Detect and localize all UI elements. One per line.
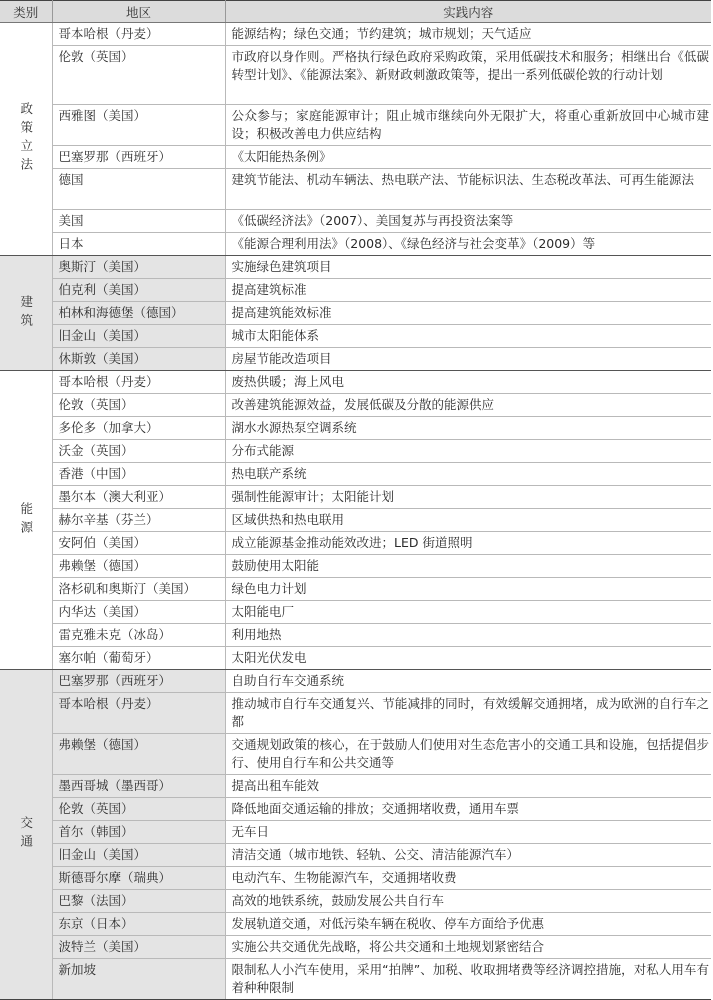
content-cell: 《能源合理利用法》（2008）、《绿色经济与社会变革》（2009）等 <box>225 233 711 256</box>
content-cell: 建筑节能法、机动车辆法、热电联产法、节能标识法、生态税改革法、可再生能源法 <box>225 169 711 210</box>
table-row <box>0 670 711 693</box>
content-cell: 太阳能电厂 <box>225 601 711 624</box>
region-cell: 旧金山（美国） <box>52 325 225 348</box>
table-row <box>0 279 711 302</box>
content-cell: 能源结构；绿色交通；节约建筑；城市规划；天气适应 <box>225 23 711 46</box>
category-cell-building: 建筑 <box>0 256 52 371</box>
table-row <box>0 348 711 371</box>
table-row <box>0 169 711 210</box>
region-cell: 伦敦（英国） <box>52 798 225 821</box>
table-row <box>0 210 711 233</box>
table-row <box>0 936 711 959</box>
table-row <box>0 890 711 913</box>
table-row <box>0 233 711 256</box>
region-cell: 波特兰（美国） <box>52 936 225 959</box>
category-cell-energy: 能源 <box>0 371 52 670</box>
table-row <box>0 867 711 890</box>
table-row <box>0 509 711 532</box>
region-cell: 香港（中国） <box>52 463 225 486</box>
table-row <box>0 844 711 867</box>
region-cell: 哥本哈根（丹麦） <box>52 23 225 46</box>
content-cell: 湖水水源热泵空调系统 <box>225 417 711 440</box>
content-cell: 成立能源基金推动能效改进；LED 街道照明 <box>225 532 711 555</box>
region-cell: 伦敦（英国） <box>52 394 225 417</box>
content-cell: 提高出租车能效 <box>225 775 711 798</box>
table-row <box>0 394 711 417</box>
region-cell: 奥斯汀（美国） <box>52 256 225 279</box>
table-row <box>0 821 711 844</box>
region-cell: 安阿伯（美国） <box>52 532 225 555</box>
table-row <box>0 486 711 509</box>
content-cell: 《低碳经济法》（2007）、美国复苏与再投资法案等 <box>225 210 711 233</box>
region-cell: 洛杉矶和奥斯汀（美国） <box>52 578 225 601</box>
region-cell: 弗赖堡（德国） <box>52 734 225 775</box>
region-cell: 多伦多（加拿大） <box>52 417 225 440</box>
table-row <box>0 46 711 105</box>
content-cell: 提高建筑能效标准 <box>225 302 711 325</box>
category-cell-policy: 政策立法 <box>0 23 52 256</box>
region-cell: 首尔（韩国） <box>52 821 225 844</box>
content-cell: 交通规划政策的核心，在于鼓励人们使用对生态危害小的交通工具和设施，包括提倡步行、使用自行车和公共交通等 <box>225 734 711 775</box>
content-cell: 利用地热 <box>225 624 711 647</box>
content-cell: 公众参与；家庭能源审计；阻止城市继续向外无限扩大，将重心重新放回中心城市建设；积极改善电力供应结构 <box>225 105 711 146</box>
table-row <box>0 555 711 578</box>
region-cell: 伦敦（英国） <box>52 46 225 105</box>
header-row <box>0 1 711 23</box>
region-cell: 西雅图（美国） <box>52 105 225 146</box>
table-row <box>0 23 711 46</box>
content-cell: 电动汽车、生物能源汽车，交通拥堵收费 <box>225 867 711 890</box>
table-row <box>0 734 711 775</box>
table-row <box>0 302 711 325</box>
region-cell: 赫尔辛基（芬兰） <box>52 509 225 532</box>
table-row <box>0 913 711 936</box>
header-category: 类别 <box>0 1 52 23</box>
table-row <box>0 693 711 734</box>
table-row <box>0 775 711 798</box>
region-cell: 哥本哈根（丹麦） <box>52 371 225 394</box>
region-cell: 墨西哥城（墨西哥） <box>52 775 225 798</box>
region-cell: 德国 <box>52 169 225 210</box>
content-cell: 降低地面交通运输的排放；交通拥堵收费，通用车票 <box>225 798 711 821</box>
region-cell: 哥本哈根（丹麦） <box>52 693 225 734</box>
region-cell: 巴黎（法国） <box>52 890 225 913</box>
table-row <box>0 959 711 1000</box>
table-row <box>0 105 711 146</box>
content-cell: 《太阳能热条例》 <box>225 146 711 169</box>
table-row <box>0 578 711 601</box>
table-row <box>0 532 711 555</box>
region-cell: 沃金（英国） <box>52 440 225 463</box>
table-row <box>0 146 711 169</box>
region-cell: 雷克雅未克（冰岛） <box>52 624 225 647</box>
table-row <box>0 624 711 647</box>
table-row <box>0 440 711 463</box>
table-row <box>0 417 711 440</box>
content-cell: 实施绿色建筑项目 <box>225 256 711 279</box>
header-content: 实践内容 <box>225 1 711 23</box>
content-cell: 城市太阳能体系 <box>225 325 711 348</box>
table-row <box>0 256 711 279</box>
region-cell: 内华达（美国） <box>52 601 225 624</box>
region-cell: 巴塞罗那（西班牙） <box>52 670 225 693</box>
content-cell: 热电联产系统 <box>225 463 711 486</box>
content-cell: 绿色电力计划 <box>225 578 711 601</box>
content-cell: 房屋节能改造项目 <box>225 348 711 371</box>
region-cell: 休斯敦（美国） <box>52 348 225 371</box>
region-cell: 柏林和海德堡（德国） <box>52 302 225 325</box>
table-row <box>0 371 711 394</box>
region-cell: 旧金山（美国） <box>52 844 225 867</box>
content-cell: 市政府以身作则。严格执行绿色政府采购政策，采用低碳技术和服务；相继出台《低碳转型计划》、《能源法案》、新财政刺激政策等，提出一系列低碳伦敦的行动计划 <box>225 46 711 105</box>
header-region: 地区 <box>52 1 225 23</box>
content-cell: 限制私人小汽车使用，采用“拍牌”、加税、收取拥堵费等经济调控措施，对私人用车有着种种限制 <box>225 959 711 1000</box>
content-cell: 强制性能源审计；太阳能计划 <box>225 486 711 509</box>
region-cell: 美国 <box>52 210 225 233</box>
content-cell: 太阳光伏发电 <box>225 647 711 670</box>
content-cell: 分布式能源 <box>225 440 711 463</box>
content-cell: 区域供热和热电联用 <box>225 509 711 532</box>
table-row <box>0 601 711 624</box>
content-cell: 自助自行车交通系统 <box>225 670 711 693</box>
content-cell: 发展轨道交通，对低污染车辆在税收、停车方面给予优惠 <box>225 913 711 936</box>
content-cell: 无车日 <box>225 821 711 844</box>
content-cell: 废热供暖；海上风电 <box>225 371 711 394</box>
region-cell: 东京（日本） <box>52 913 225 936</box>
region-cell: 巴塞罗那（西班牙） <box>52 146 225 169</box>
region-cell: 伯克利（美国） <box>52 279 225 302</box>
content-cell: 鼓励使用太阳能 <box>225 555 711 578</box>
table-row <box>0 325 711 348</box>
content-cell: 实施公共交通优先战略，将公共交通和土地规划紧密结合 <box>225 936 711 959</box>
region-cell: 塞尔帕（葡萄牙） <box>52 647 225 670</box>
table-row <box>0 647 711 670</box>
table-row <box>0 798 711 821</box>
table-row <box>0 463 711 486</box>
content-cell: 改善建筑能源效益，发展低碳及分散的能源供应 <box>225 394 711 417</box>
region-cell: 新加坡 <box>52 959 225 1000</box>
category-cell-transport: 交通 <box>0 670 52 1000</box>
region-cell: 墨尔本（澳大利亚） <box>52 486 225 509</box>
content-cell: 清洁交通（城市地铁、轻轨、公交、清洁能源汽车） <box>225 844 711 867</box>
content-cell: 高效的地铁系统，鼓励发展公共自行车 <box>225 890 711 913</box>
region-cell: 日本 <box>52 233 225 256</box>
content-cell: 提高建筑标准 <box>225 279 711 302</box>
region-cell: 斯德哥尔摩（瑞典） <box>52 867 225 890</box>
content-cell: 推动城市自行车交通复兴、节能减排的同时，有效缓解交通拥堵，成为欧洲的自行车之都 <box>225 693 711 734</box>
region-cell: 弗赖堡（德国） <box>52 555 225 578</box>
